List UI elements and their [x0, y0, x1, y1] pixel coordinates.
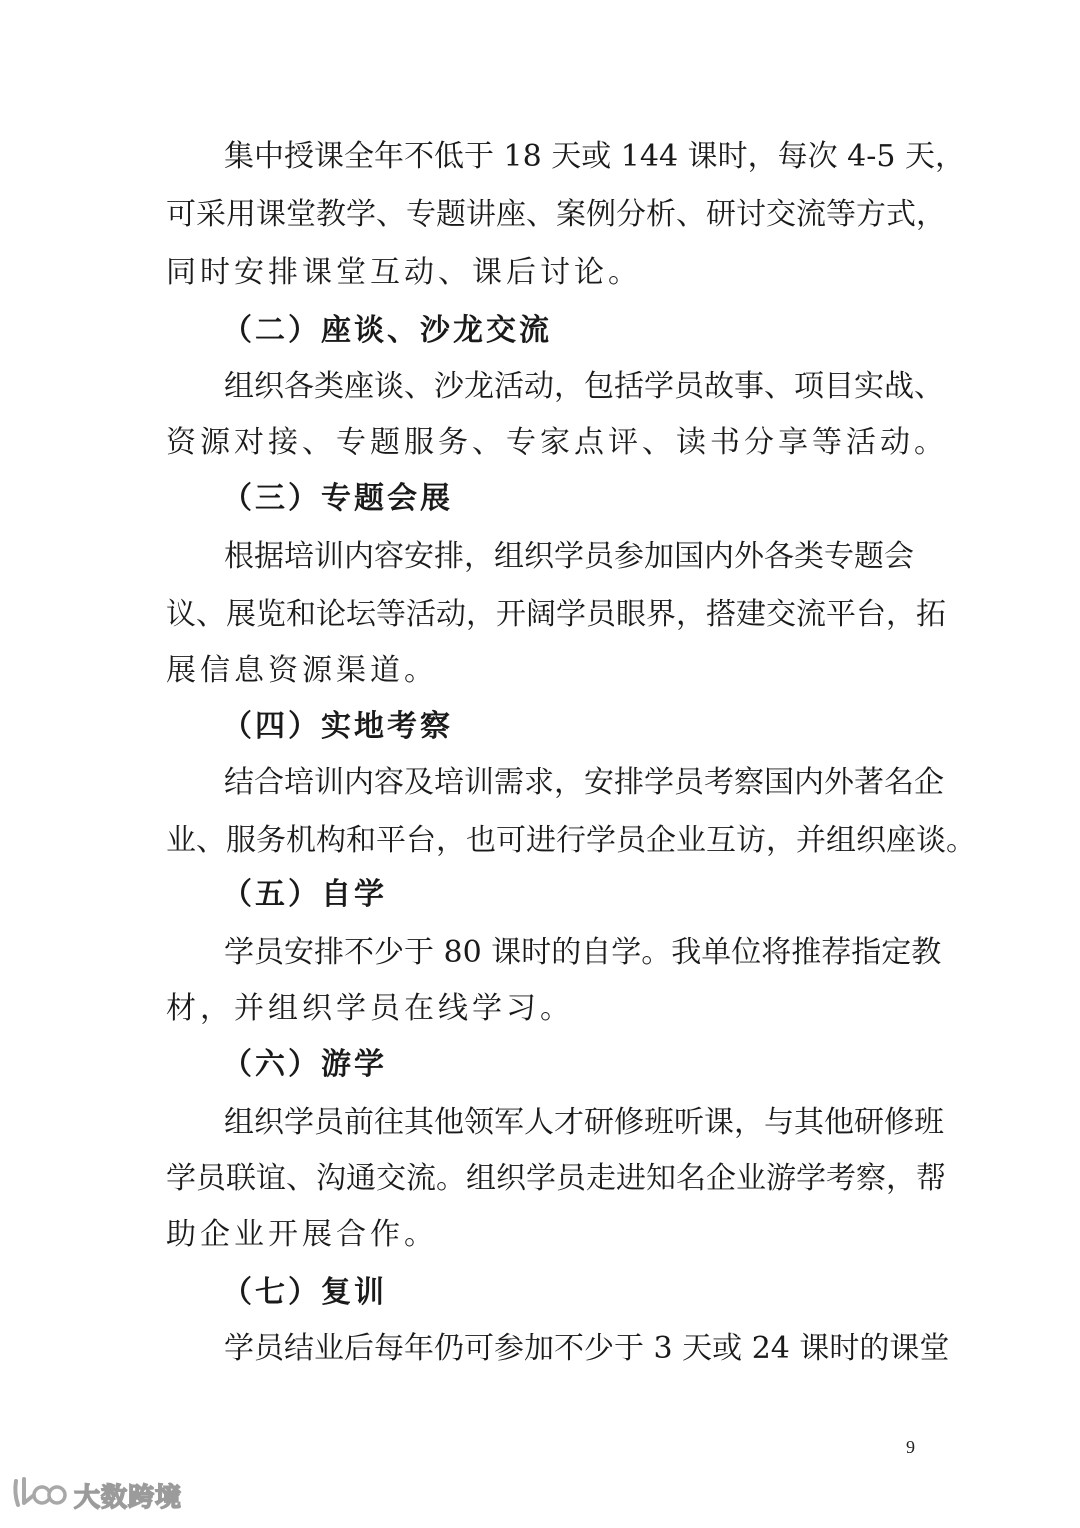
text-line [0, 128, 1080, 186]
text-line [0, 586, 1080, 644]
text-line [0, 924, 1080, 982]
text-line [0, 1206, 1080, 1264]
line-text: 材，并组织学员在线学习。 [166, 991, 574, 1026]
line-text: 学员结业后每年仍可参加不少于 3 天或 24 课时的课堂 [224, 1331, 950, 1366]
watermark [10, 1472, 182, 1518]
line-text: 学员联谊、沟通交流。组织学员走进知名企业游学考察，帮 [166, 1161, 946, 1196]
heading-text: （七）复训 [222, 1275, 387, 1310]
text-line [0, 642, 1080, 700]
text-line [0, 528, 1080, 586]
heading-text: （五）自学 [222, 877, 387, 912]
text-line [0, 812, 1080, 870]
line-text: 结合培训内容及培训需求，安排学员考察国内外著名企 [224, 765, 944, 800]
heading-text: （六）游学 [222, 1047, 387, 1082]
text-line [0, 1320, 1080, 1378]
watermark-text: 大数跨境 [74, 1482, 183, 1513]
line-text: 业、服务机构和平台，也可进行学员企业互访，并组织座谈。 [166, 823, 976, 858]
line-text: 议、展览和论坛等活动，开阔学员眼界，搭建交流平台，拓 [166, 597, 946, 632]
brand-logo-icon [10, 1473, 68, 1517]
text-line [0, 244, 1080, 302]
page-number: 9 [906, 1437, 915, 1457]
heading-text: （四）实地考察 [222, 709, 453, 744]
line-text: 助企业开展合作。 [166, 1217, 438, 1252]
line-text: 学员安排不少于 80 课时的自学。我单位将推荐指定教 [224, 935, 942, 970]
text-line [0, 980, 1080, 1038]
line-text: 可采用课堂教学、专题讲座、案例分析、研讨交流等方式， [166, 197, 946, 232]
line-text: 资源对接、专题服务、专家点评、读书分享等活动。 [166, 425, 948, 460]
line-text: 组织各类座谈、沙龙活动，包括学员故事、项目实战、 [224, 369, 944, 404]
line-text: 展信息资源渠道。 [166, 653, 438, 688]
text-line [0, 754, 1080, 812]
text-line [0, 358, 1080, 416]
text-line [0, 1150, 1080, 1208]
text-line [0, 414, 1080, 472]
section-heading [0, 1036, 1080, 1094]
text-line [0, 1094, 1080, 1152]
section-heading [0, 1264, 1080, 1322]
line-text: 同时安排课堂互动、课后讨论。 [166, 255, 642, 290]
line-text: 根据培训内容安排，组织学员参加国内外各类专题会 [224, 539, 914, 574]
section-heading [0, 470, 1080, 528]
heading-text: （三）专题会展 [222, 481, 453, 516]
heading-text: （二）座谈、沙龙交流 [222, 313, 552, 348]
text-line [0, 186, 1080, 244]
line-text: 组织学员前往其他领军人才研修班听课，与其他研修班 [224, 1105, 944, 1140]
section-heading [0, 698, 1080, 756]
section-heading [0, 302, 1080, 360]
line-text: 集中授课全年不低于 18 天或 144 课时，每次 4-5 天， [224, 139, 965, 174]
section-heading [0, 866, 1080, 924]
